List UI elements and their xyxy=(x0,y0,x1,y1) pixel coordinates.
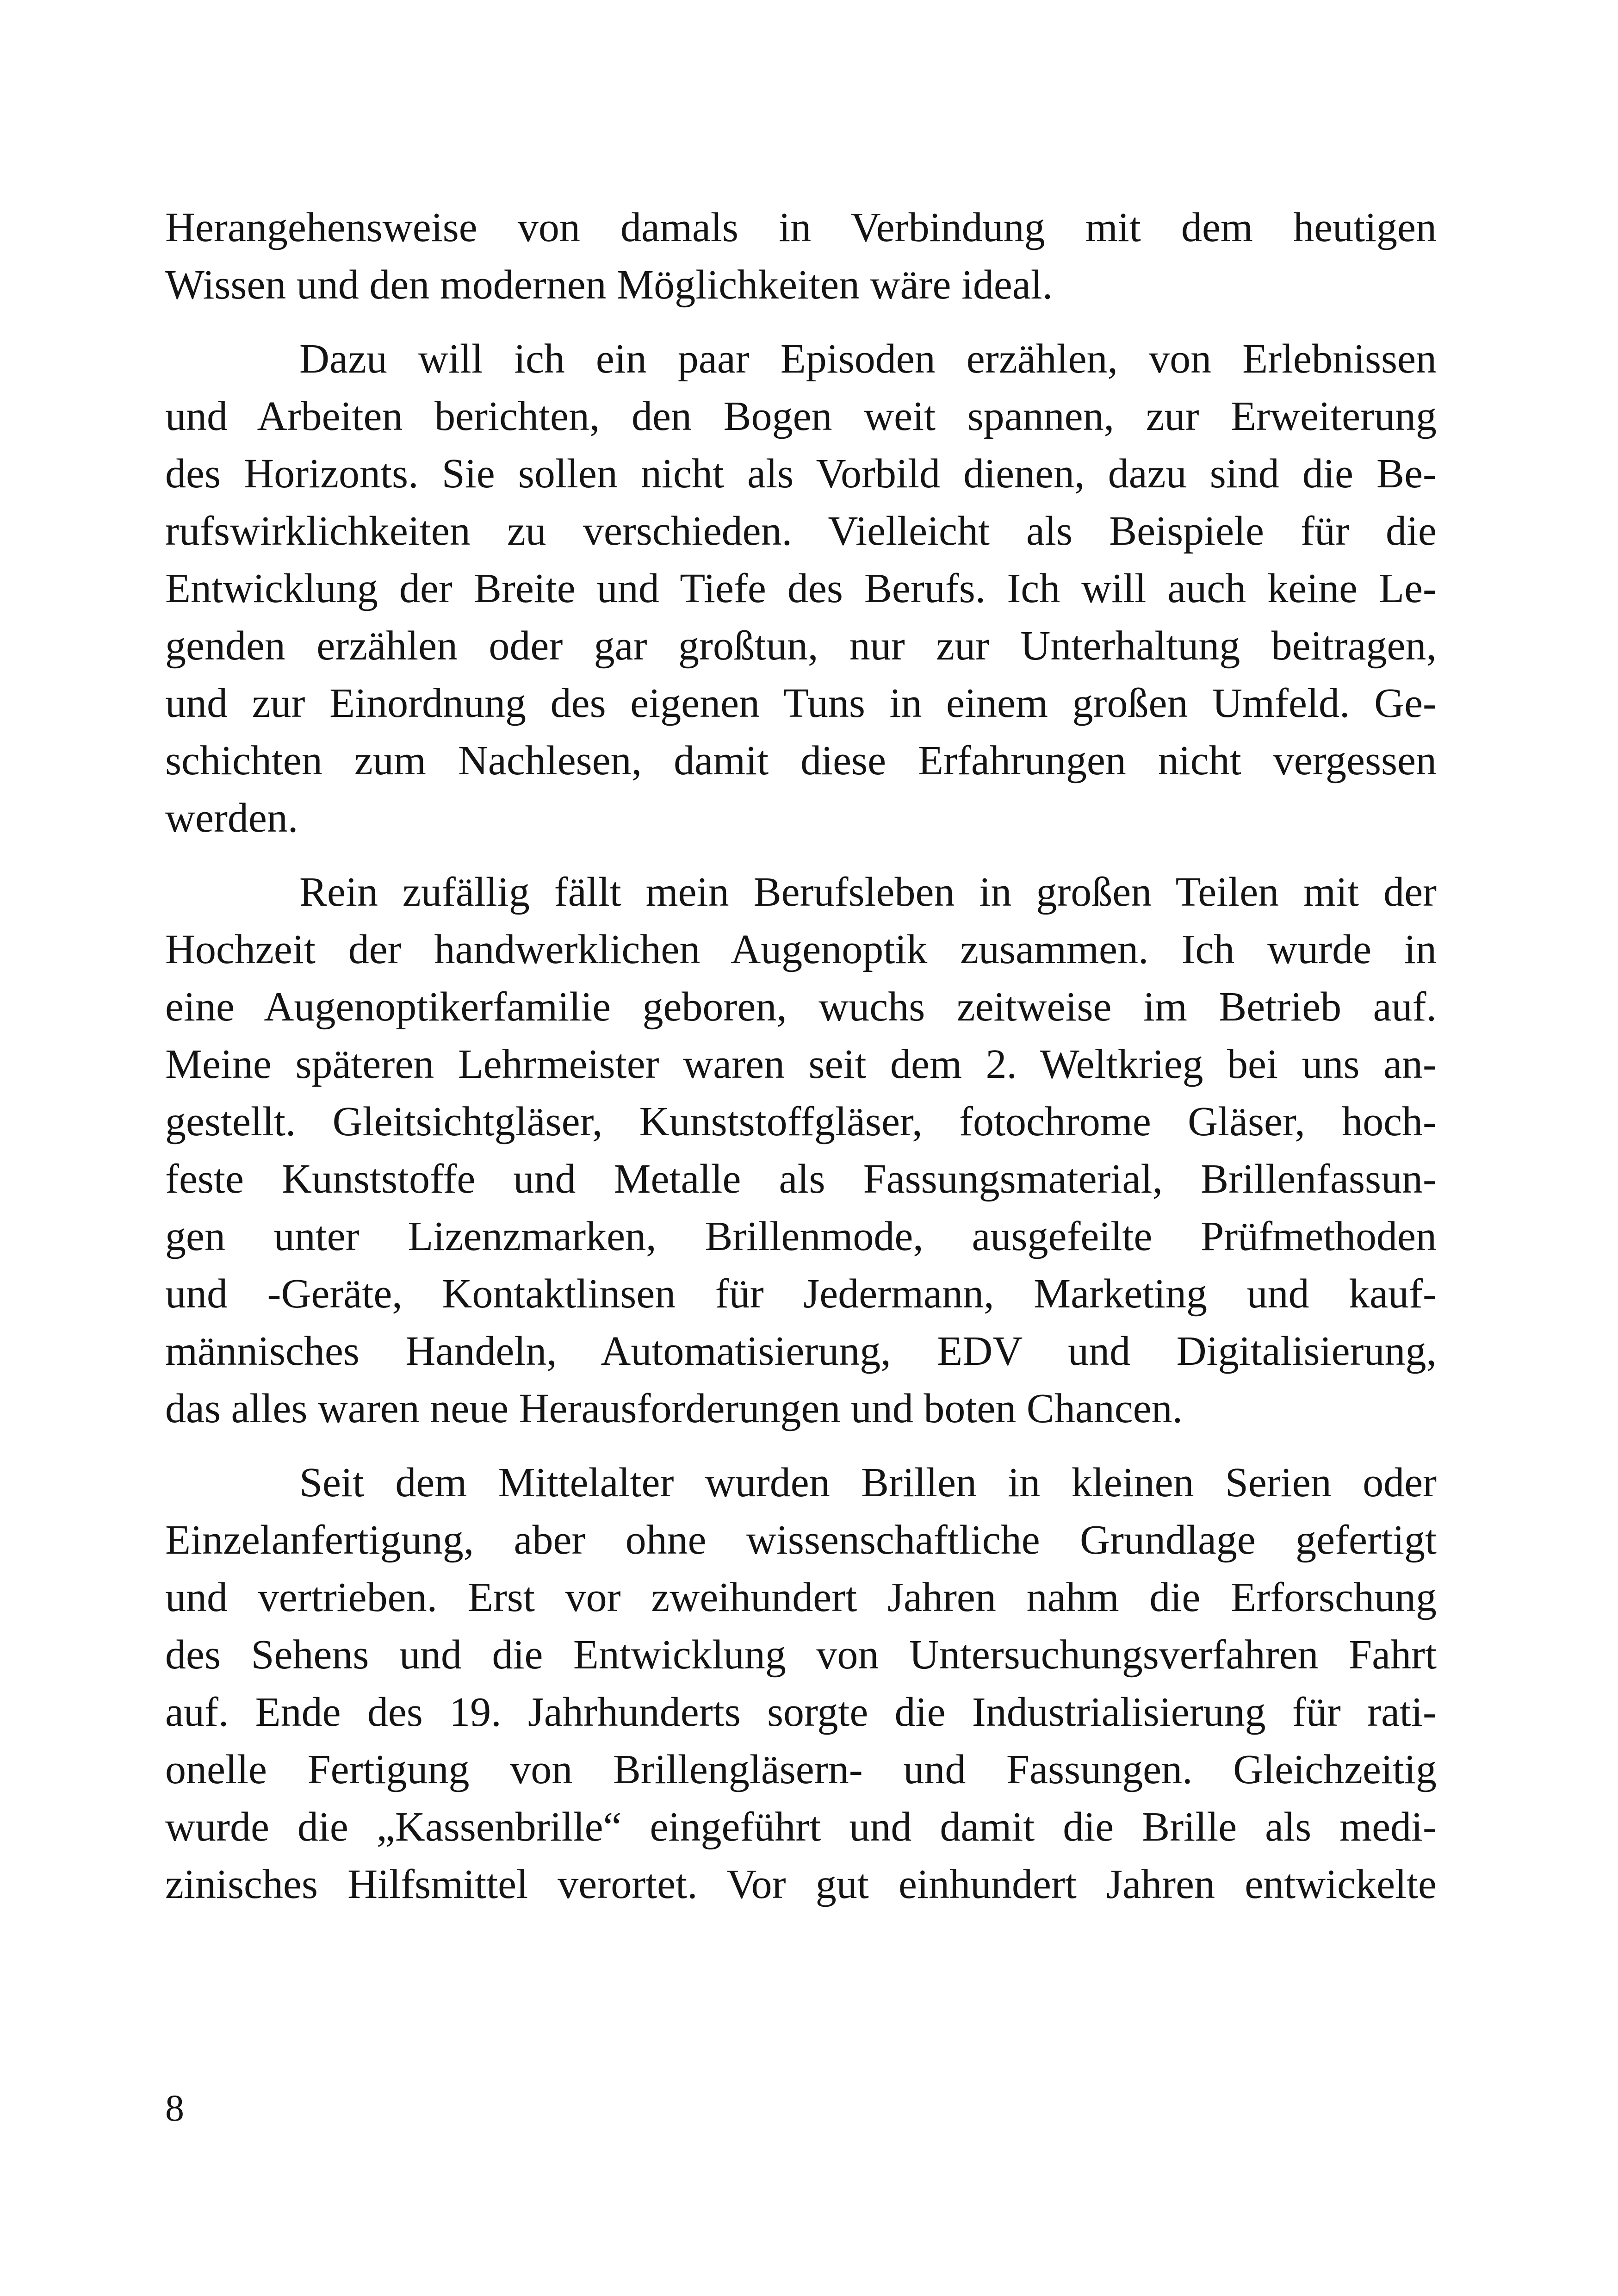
text-line: zinisches Hilfsmittel verortet. Vor gut einhundert Jahren entwickelte xyxy=(165,1861,1437,1907)
text-line: rufswirklichkeiten zu verschieden. Vielleicht als Beispiele für die xyxy=(165,508,1437,554)
text-line: und vertrieben. Erst vor zweihundert Jahren nahm die Erforschung xyxy=(165,1574,1437,1620)
text-line: gen unter Lizenzmarken, Brillenmode, ausgefeilte Prüfmethoden xyxy=(165,1213,1437,1259)
text-line: Herangehensweise von damals in Verbindung mit dem heutigen xyxy=(165,205,1437,250)
text-line: gestellt. Gleitsichtgläser, Kunststoffgläser, fotochrome Gläser, hoch- xyxy=(165,1099,1437,1145)
text-line: feste Kunststoffe und Metalle als Fassungsmaterial, Brillenfassun- xyxy=(165,1156,1437,1202)
paragraph-1 xyxy=(165,199,1437,314)
paragraph-4 xyxy=(165,1454,1437,1913)
paragraph-3 xyxy=(165,864,1437,1437)
text-line: Hochzeit der handwerklichen Augenoptik zusammen. Ich wurde in xyxy=(165,927,1437,972)
text-line: werden. xyxy=(165,795,298,841)
text-line: männisches Handeln, Automatisierung, EDV und Digitalisierung, xyxy=(165,1328,1437,1374)
text-line: Seit dem Mittelalter wurden Brillen in kleinen Serien oder xyxy=(299,1460,1437,1506)
text-line: schichten zum Nachlesen, damit diese Erfahrungen nicht vergessen xyxy=(165,738,1437,784)
body-text xyxy=(165,199,1437,1913)
text-line: des Horizonts. Sie sollen nicht als Vorbild dienen, dazu sind die Be- xyxy=(165,451,1437,497)
text-line: Wissen und den modernen Möglichkeiten wäre ideal. xyxy=(165,262,1053,308)
text-line: wurde die „Kassenbrille“ eingeführt und damit die Brille als medi- xyxy=(165,1804,1437,1850)
text-line: Einzelanfertigung, aber ohne wissenschaftliche Grundlage gefertigt xyxy=(165,1517,1437,1563)
text-line: auf. Ende des 19. Jahrhunderts sorgte die Industrialisierung für rati- xyxy=(165,1689,1437,1735)
text-line: das alles waren neue Herausforderungen und boten Chancen. xyxy=(165,1386,1183,1431)
paragraph-2 xyxy=(165,330,1437,847)
text-line: Dazu will ich ein paar Episoden erzählen, von Erlebnissen xyxy=(299,336,1437,382)
page-number: 8 xyxy=(165,2087,184,2129)
text-line: des Sehens und die Entwicklung von Untersuchungsverfahren Fahrt xyxy=(165,1632,1437,1678)
text-line: und Arbeiten berichten, den Bogen weit spannen, zur Erweiterung xyxy=(165,393,1437,439)
text-line: und -Geräte, Kontaktlinsen für Jedermann, Marketing und kauf- xyxy=(165,1271,1437,1317)
text-line: Meine späteren Lehrmeister waren seit dem 2. Weltkrieg bei uns an- xyxy=(165,1041,1437,1087)
text-line: onelle Fertigung von Brillengläsern- und Fassungen. Gleichzeitig xyxy=(165,1747,1437,1792)
text-line: und zur Einordnung des eigenen Tuns in einem großen Umfeld. Ge- xyxy=(165,680,1437,726)
text-line: Rein zufällig fällt mein Berufsleben in großen Teilen mit der xyxy=(299,869,1437,915)
text-line: eine Augenoptikerfamilie geboren, wuchs zeitweise im Betrieb auf. xyxy=(165,984,1437,1030)
text-line: genden erzählen oder gar großtun, nur zur Unterhaltung beitragen, xyxy=(165,623,1437,669)
text-line: Entwicklung der Breite und Tiefe des Berufs. Ich will auch keine Le- xyxy=(165,566,1437,611)
